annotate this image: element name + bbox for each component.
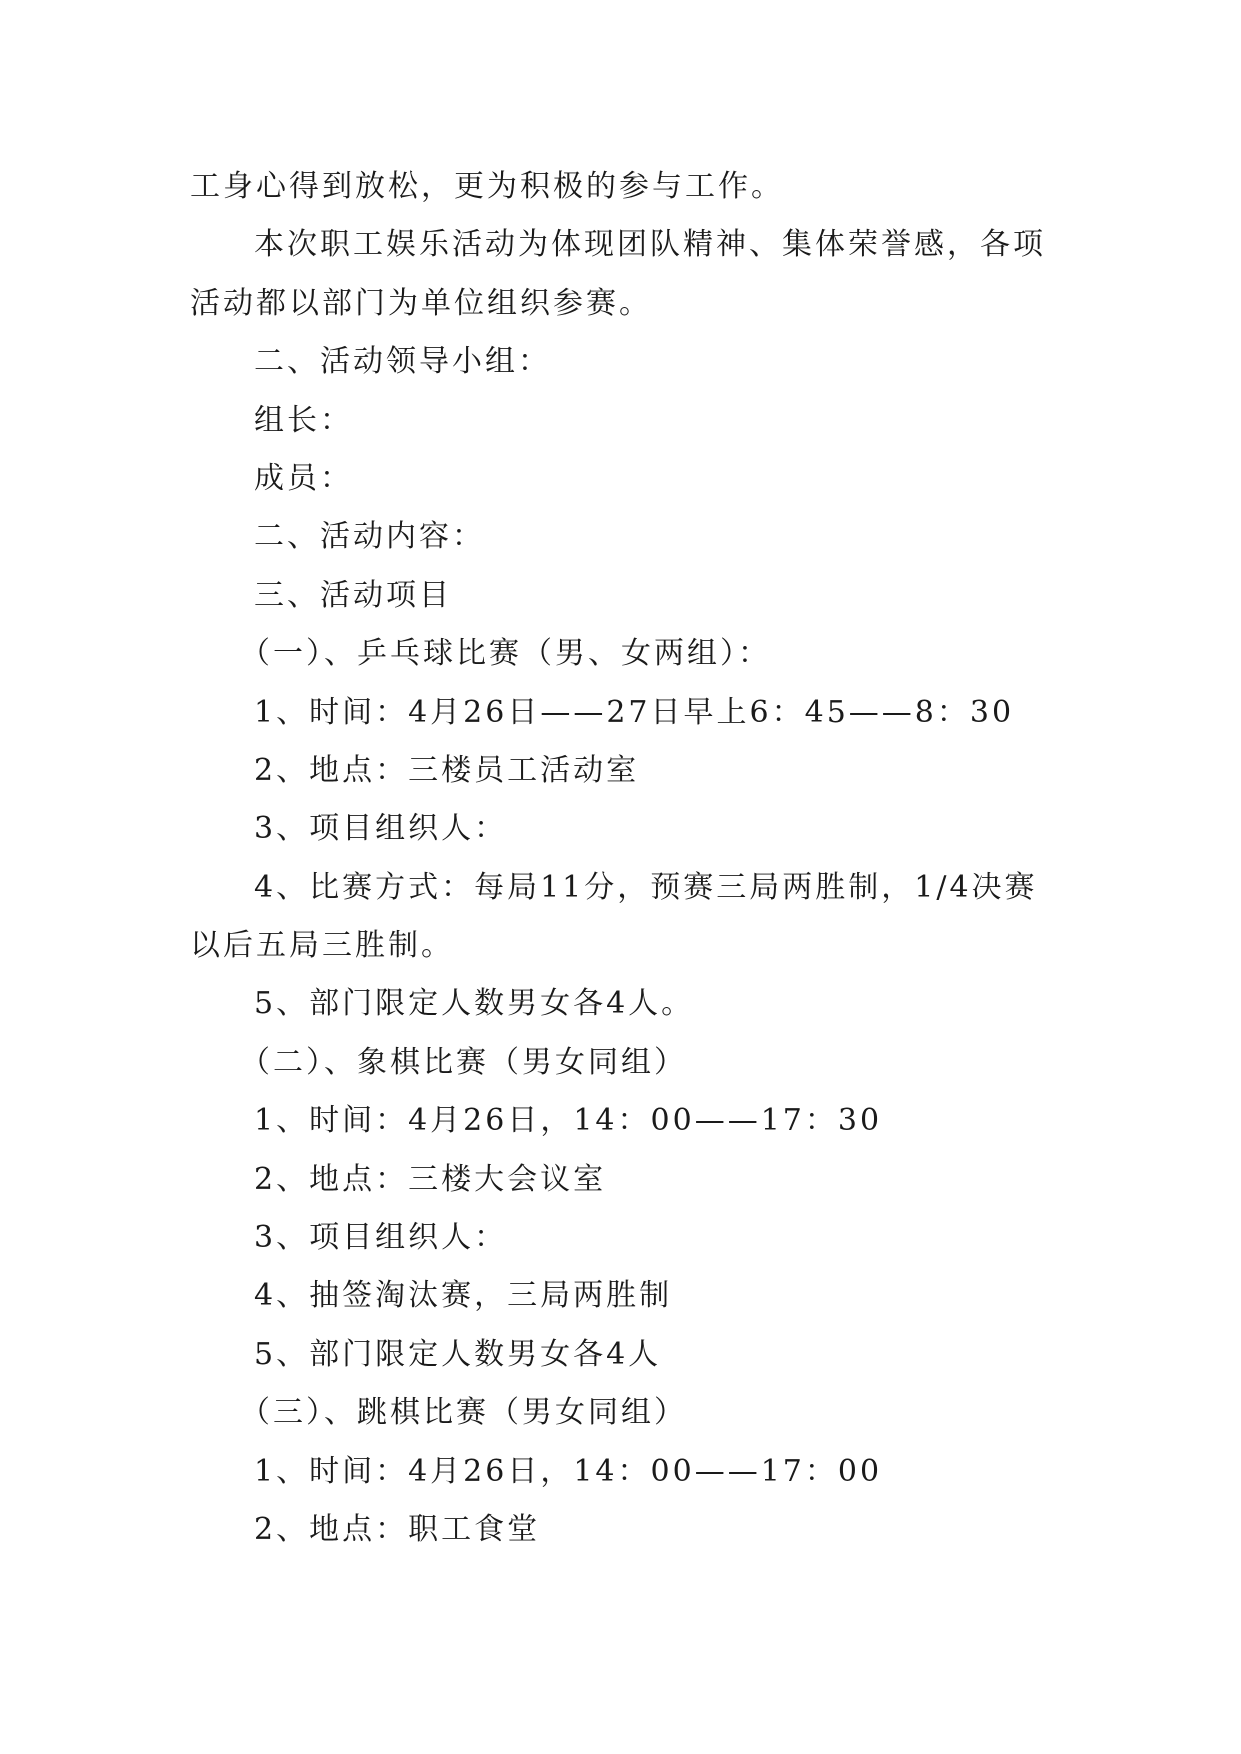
list-item: 4、抽签淘汰赛，三局两胜制 xyxy=(254,1278,673,1314)
list-item: 1、时间：4月26日，14：00——17：00 xyxy=(254,1453,883,1489)
list-item: 2、地点：三楼大会议室 xyxy=(254,1161,607,1197)
paragraph-line: 活动都以部门为单位组织参赛。 xyxy=(190,285,652,321)
subsection-heading: （一）、乒乓球比赛（男、女两组）： xyxy=(240,636,771,672)
list-item: 2、地点：三楼员工活动室 xyxy=(254,752,640,788)
paragraph-line: 本次职工娱乐活动为体现团队精神、集体荣誉感，各项 xyxy=(254,227,1046,263)
list-item: 1、时间：4月26日，14：00——17：30 xyxy=(254,1103,883,1139)
paragraph-line: 工身心得到放松，更为积极的参与工作。 xyxy=(190,169,784,204)
members-label: 成员： xyxy=(254,460,353,496)
subsection-heading: （二）、象棋比赛（男女同组） xyxy=(240,1044,687,1080)
section-heading: 二、活动内容： xyxy=(254,519,485,555)
list-item: 3、项目组织人： xyxy=(254,1220,508,1256)
list-item: 5、部门限定人数男女各4人 xyxy=(254,1336,662,1372)
list-item: 4、比赛方式：每局11分，预赛三局两胜制，1/4决赛 xyxy=(254,869,1038,905)
document-body xyxy=(190,158,1050,1559)
subsection-heading: （三）、跳棋比赛（男女同组） xyxy=(240,1395,687,1431)
list-item-continuation: 以后五局三胜制。 xyxy=(190,928,454,964)
section-heading: 二、活动领导小组： xyxy=(254,344,551,380)
list-item: 2、地点：职工食堂 xyxy=(254,1511,541,1547)
section-heading: 三、活动项目 xyxy=(254,577,452,613)
leader-label: 组长： xyxy=(254,402,353,438)
list-item: 3、项目组织人： xyxy=(254,811,508,847)
list-item: 5、部门限定人数男女各4人。 xyxy=(254,986,695,1022)
list-item: 1、时间：4月26日——27日早上6：45——8：30 xyxy=(254,694,1015,730)
